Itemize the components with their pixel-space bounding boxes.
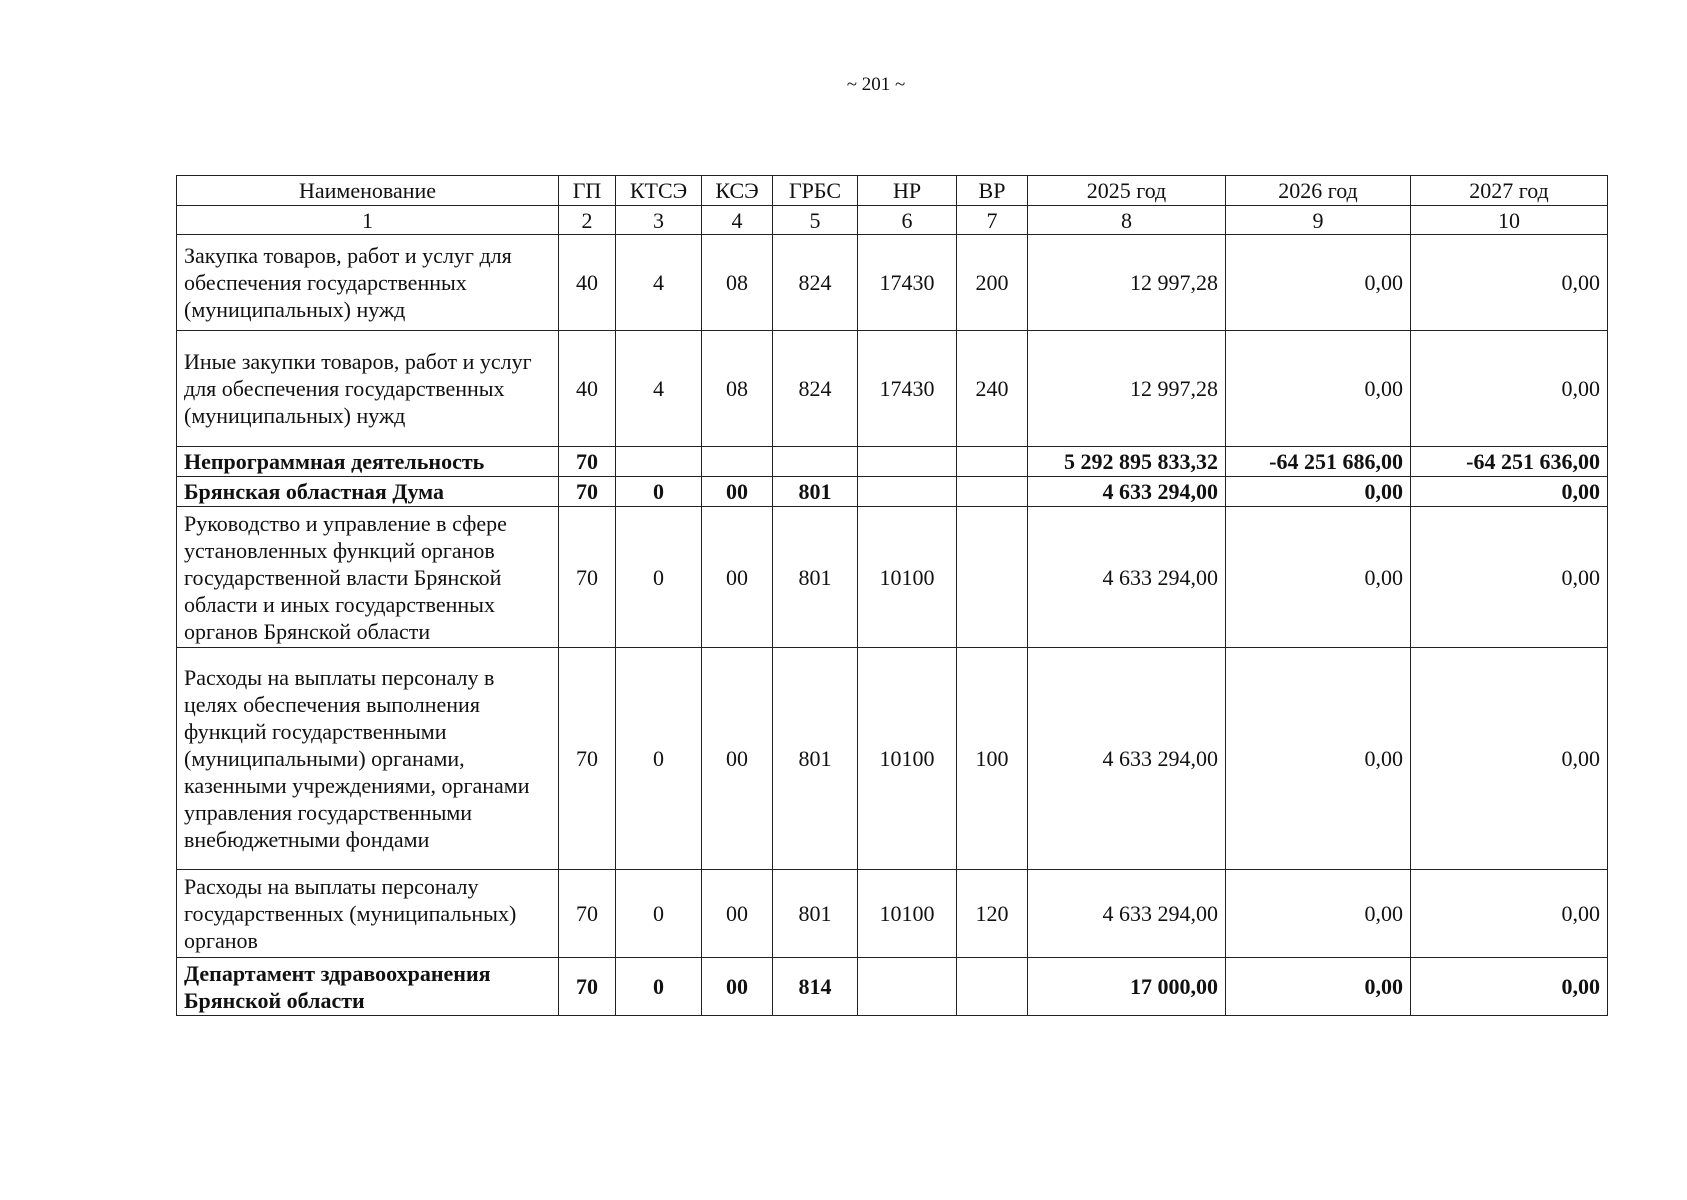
header-2025: 2025 год: [1028, 176, 1226, 206]
cell-2025: 4 633 294,00: [1028, 648, 1226, 870]
column-number-row: [177, 206, 1608, 235]
column-number: 6: [858, 206, 957, 235]
row-name: Департамент здравоохранения Брянской области: [177, 958, 559, 1016]
cell-kse: 00: [702, 870, 773, 958]
table-row: [177, 648, 1608, 870]
cell-nr: [858, 958, 957, 1016]
cell-vr: [957, 447, 1028, 477]
row-name: Расходы на выплаты персоналу в целях обеспечения выполнения функций государственными (муниципальными) органами, казенными учреждениями, органами управления государственными внебюджетными фондами: [177, 648, 559, 870]
cell-nr: 10100: [858, 507, 957, 648]
cell-2027: 0,00: [1411, 477, 1608, 507]
column-number: 1: [177, 206, 559, 235]
header-2026: 2026 год: [1226, 176, 1411, 206]
cell-kse: 00: [702, 958, 773, 1016]
cell-2026: 0,00: [1226, 958, 1411, 1016]
table-row-section: [177, 477, 1608, 507]
column-number: 2: [559, 206, 616, 235]
cell-2027: 0,00: [1411, 958, 1608, 1016]
cell-2026: 0,00: [1226, 235, 1411, 331]
cell-ktse: 0: [616, 507, 702, 648]
cell-kse: [702, 447, 773, 477]
cell-ktse: 0: [616, 648, 702, 870]
cell-2025: 4 633 294,00: [1028, 507, 1226, 648]
cell-2025: 5 292 895 833,32: [1028, 447, 1226, 477]
cell-vr: [957, 477, 1028, 507]
cell-ktse: 0: [616, 477, 702, 507]
header-2027: 2027 год: [1411, 176, 1608, 206]
column-number: 3: [616, 206, 702, 235]
budget-table: [176, 175, 1608, 1016]
cell-grbs: 814: [773, 958, 858, 1016]
cell-gp: 70: [559, 870, 616, 958]
header-vr: ВР: [957, 176, 1028, 206]
cell-vr: 120: [957, 870, 1028, 958]
cell-ktse: 4: [616, 331, 702, 447]
cell-vr: 100: [957, 648, 1028, 870]
cell-nr: [858, 447, 957, 477]
cell-2026: 0,00: [1226, 331, 1411, 447]
cell-kse: 08: [702, 235, 773, 331]
cell-2025: 12 997,28: [1028, 235, 1226, 331]
column-number: 10: [1411, 206, 1608, 235]
header-gp: ГП: [559, 176, 616, 206]
row-name: Брянская областная Дума: [177, 477, 559, 507]
cell-grbs: 801: [773, 507, 858, 648]
header-name: Наименование: [177, 176, 559, 206]
cell-2025: 12 997,28: [1028, 331, 1226, 447]
row-name: Расходы на выплаты персоналу государственных (муниципальных) органов: [177, 870, 559, 958]
cell-ktse: 0: [616, 870, 702, 958]
cell-2026: 0,00: [1226, 648, 1411, 870]
header-ktse: КТСЭ: [616, 176, 702, 206]
cell-kse: 00: [702, 648, 773, 870]
cell-gp: 70: [559, 958, 616, 1016]
table-row: [177, 235, 1608, 331]
cell-vr: 240: [957, 331, 1028, 447]
row-name: Непрограммная деятельность: [177, 447, 559, 477]
column-number: 5: [773, 206, 858, 235]
table-row: [177, 870, 1608, 958]
table-row: [177, 331, 1608, 447]
cell-nr: 17430: [858, 331, 957, 447]
cell-grbs: 801: [773, 648, 858, 870]
cell-ktse: 4: [616, 235, 702, 331]
cell-gp: 70: [559, 477, 616, 507]
column-number: 7: [957, 206, 1028, 235]
cell-vr: [957, 507, 1028, 648]
header-nr: НР: [858, 176, 957, 206]
cell-2026: 0,00: [1226, 870, 1411, 958]
header-grbs: ГРБС: [773, 176, 858, 206]
cell-2027: 0,00: [1411, 331, 1608, 447]
cell-nr: 10100: [858, 870, 957, 958]
cell-kse: 00: [702, 507, 773, 648]
cell-2026: -64 251 686,00: [1226, 447, 1411, 477]
cell-2027: 0,00: [1411, 648, 1608, 870]
cell-2027: 0,00: [1411, 870, 1608, 958]
row-name: Иные закупки товаров, работ и услуг для обеспечения государственных (муниципальных) нужд: [177, 331, 559, 447]
cell-nr: 17430: [858, 235, 957, 331]
cell-2026: 0,00: [1226, 507, 1411, 648]
cell-2025: 17 000,00: [1028, 958, 1226, 1016]
column-number: 8: [1028, 206, 1226, 235]
cell-grbs: 824: [773, 331, 858, 447]
cell-2027: 0,00: [1411, 235, 1608, 331]
row-name: Закупка товаров, работ и услуг для обеспечения государственных (муниципальных) нужд: [177, 235, 559, 331]
table-row: [177, 507, 1608, 648]
table-row-section: [177, 447, 1608, 477]
cell-vr: [957, 958, 1028, 1016]
column-number: 4: [702, 206, 773, 235]
cell-ktse: 0: [616, 958, 702, 1016]
header-kse: КСЭ: [702, 176, 773, 206]
cell-gp: 40: [559, 235, 616, 331]
cell-gp: 40: [559, 331, 616, 447]
cell-grbs: 801: [773, 870, 858, 958]
row-name: Руководство и управление в сфере установленных функций органов государственной власти Брянской области и иных государственных органов Брянской области: [177, 507, 559, 648]
cell-2026: 0,00: [1226, 477, 1411, 507]
cell-gp: 70: [559, 507, 616, 648]
cell-gp: 70: [559, 648, 616, 870]
cell-2027: -64 251 636,00: [1411, 447, 1608, 477]
cell-vr: 200: [957, 235, 1028, 331]
cell-ktse: [616, 447, 702, 477]
cell-nr: 10100: [858, 648, 957, 870]
cell-kse: 00: [702, 477, 773, 507]
table-row-section: [177, 958, 1608, 1016]
column-number: 9: [1226, 206, 1411, 235]
header-row: [177, 176, 1608, 206]
cell-2027: 0,00: [1411, 507, 1608, 648]
cell-gp: 70: [559, 447, 616, 477]
cell-2025: 4 633 294,00: [1028, 477, 1226, 507]
cell-2025: 4 633 294,00: [1028, 870, 1226, 958]
cell-grbs: 824: [773, 235, 858, 331]
page-number: ~ 201 ~: [846, 74, 906, 95]
cell-kse: 08: [702, 331, 773, 447]
cell-grbs: [773, 447, 858, 477]
cell-nr: [858, 477, 957, 507]
cell-grbs: 801: [773, 477, 858, 507]
